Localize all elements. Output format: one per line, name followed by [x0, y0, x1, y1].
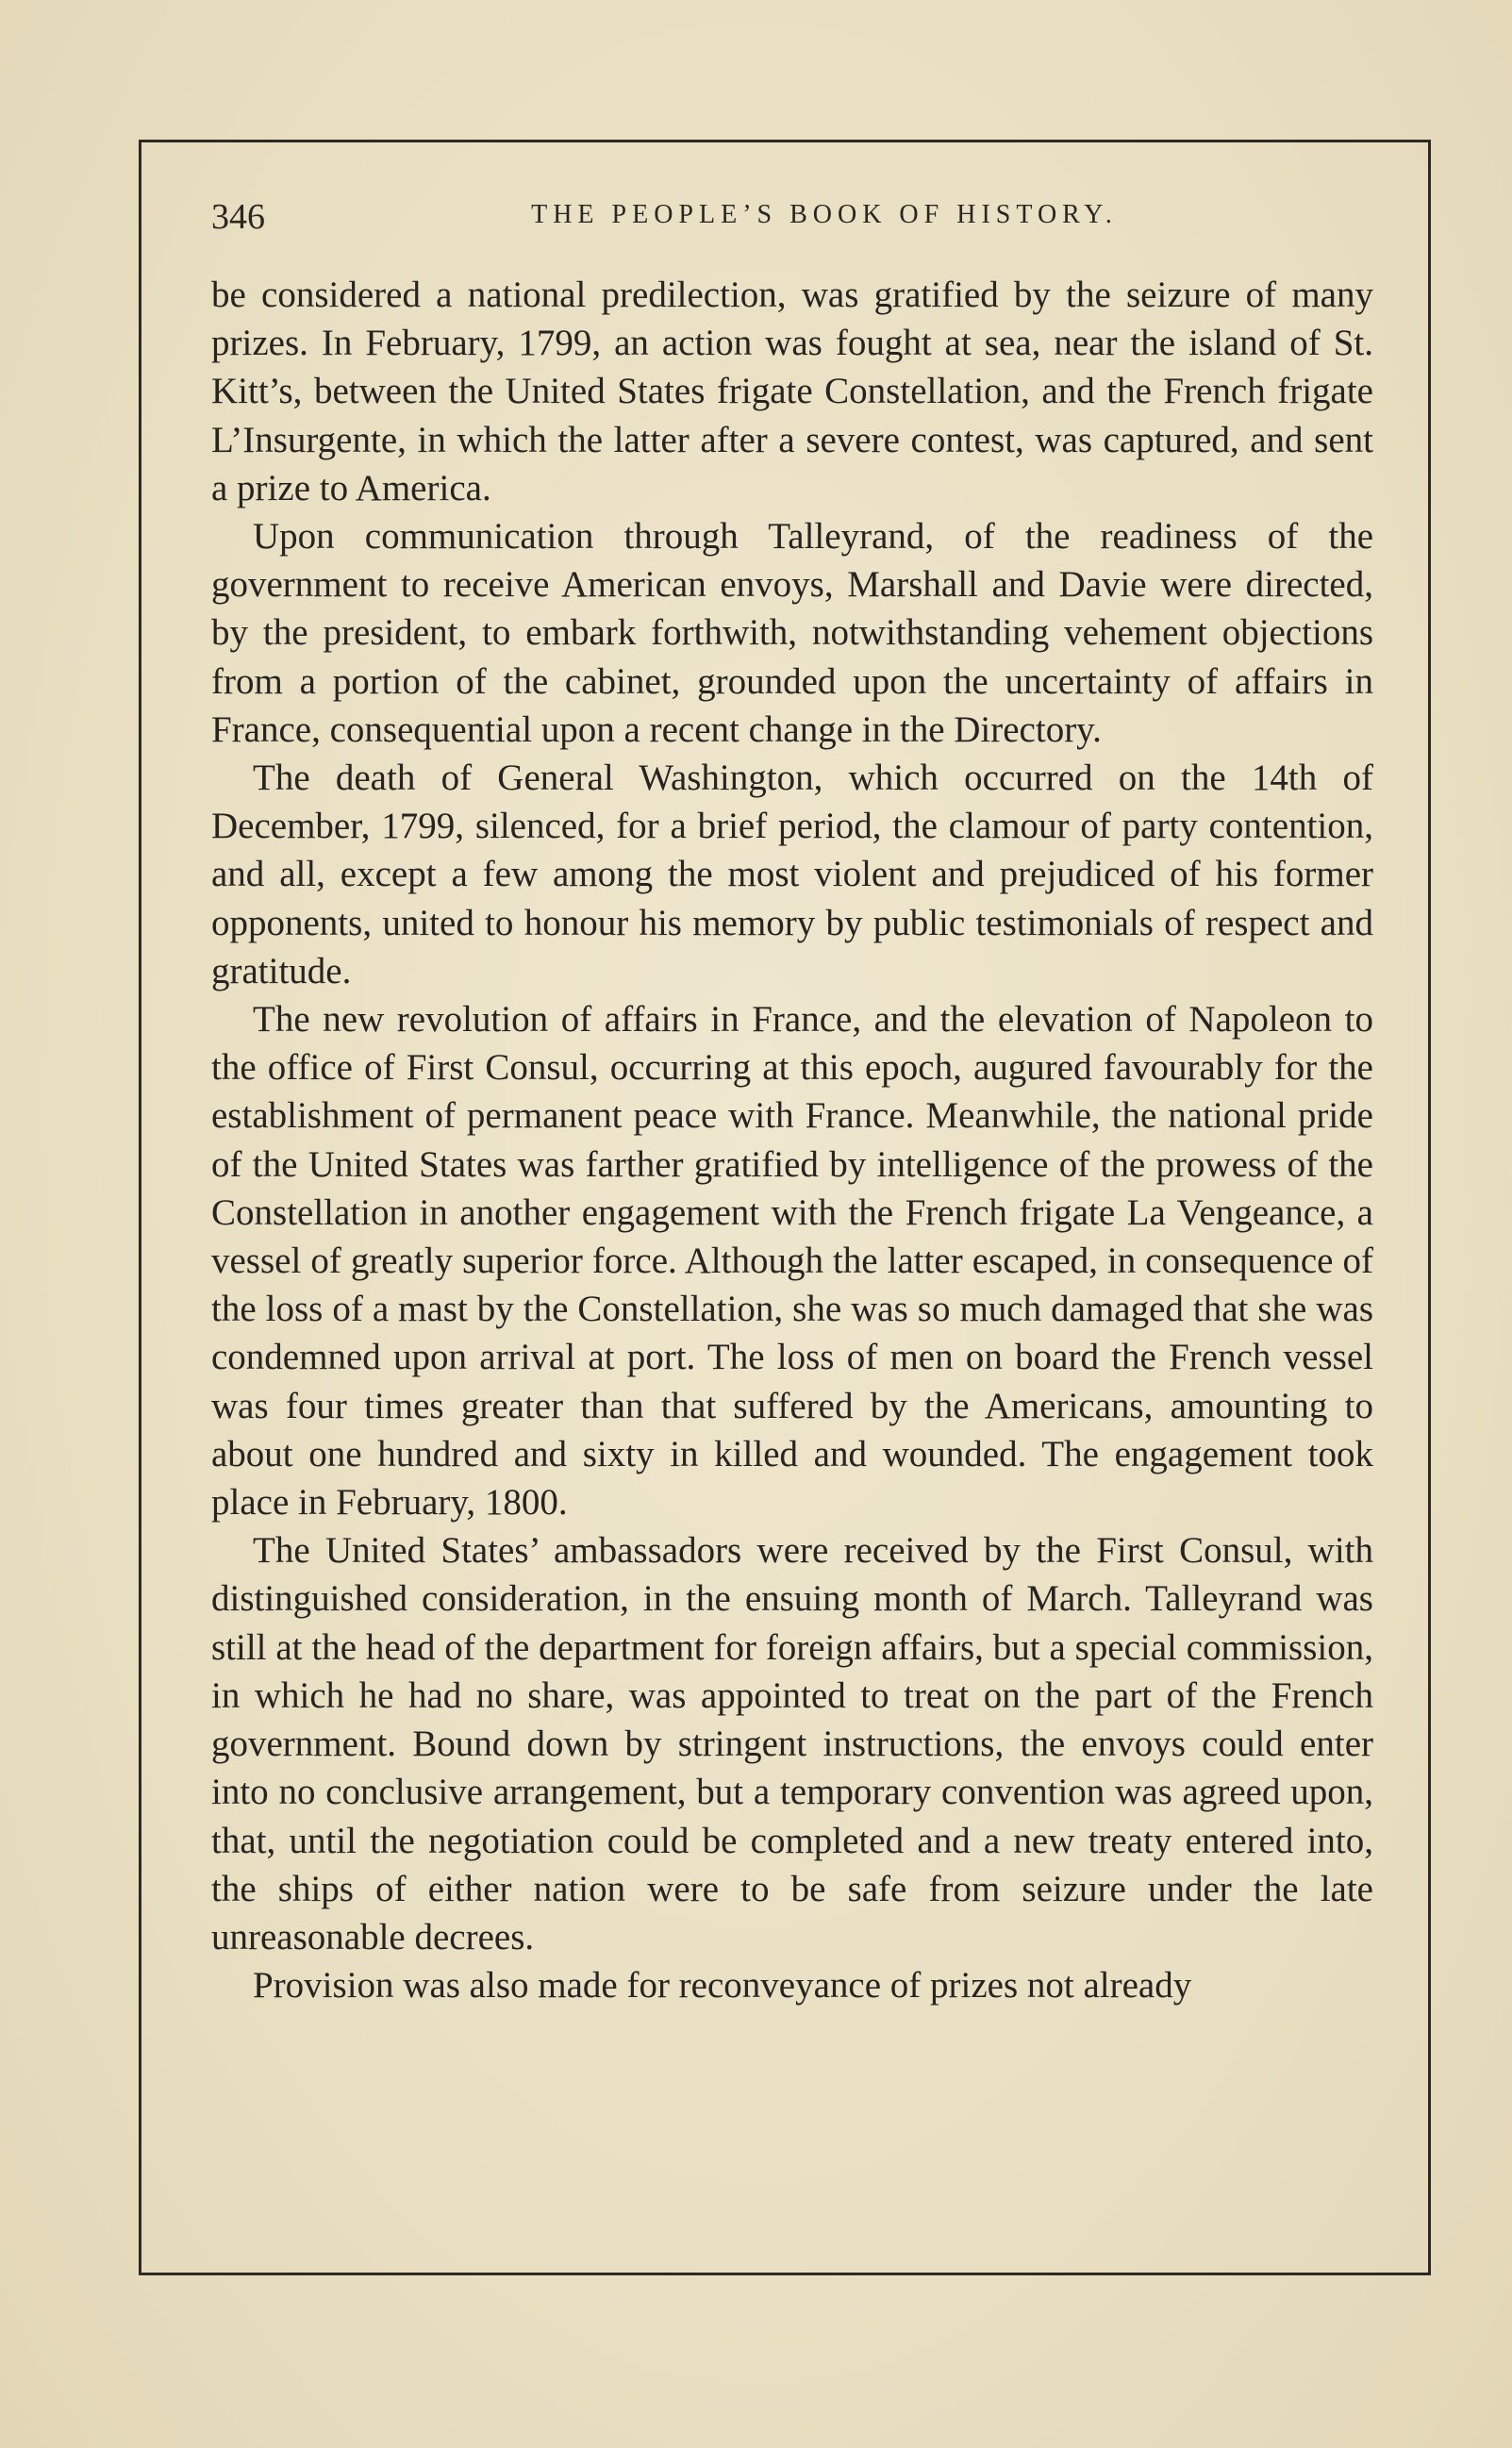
page-header — [211, 189, 1371, 245]
page-number: 346 — [211, 197, 265, 237]
paragraph: Provision was also made for reconveyance of prizes not already — [253, 1965, 1192, 2007]
running-head: THE PEOPLE’S BOOK OF HISTORY. — [531, 200, 1118, 229]
paragraph: The United States’ ambassadors were received by the First Consul, with distinguished consideration, in the ensuing month of March. Talleyrand was still at the head of the department for foreign affairs, but a special commission, in which he had no share, was appointed to treat on the part of the French government. Bound down by stringent instructions, the envoys could enter into no conclusive arrangement, but a temporary convention was agreed upon, that, until the negotiation could be completed and a new treaty entered into, the ships of either nation were to be safe from seizure under the late unreasonable decrees. — [211, 1530, 1373, 1957]
paragraph: The new revolution of affairs in France, and the elevation of Napoleon to the office of First Consul, occurring at this epoch, augured favourably for the establishment of permanent peace with France. Meanwhile, the national pride of the United States was farther gratified by intelligence of the prowess of the Constellation in another engagement with the French frigate La Vengeance, a vessel of greatly superior force. Although the latter escaped, in consequence of the loss of a mast by the Constellation, she was so much damaged that she was condemned upon arrival at port. The loss of men on board the French vessel was four times greater than that suffered by the Americans, amounting to about one hundred and sixty in killed and wounded. The engagement took place in February, 1800. — [211, 999, 1373, 1524]
paragraph: Upon communication through Talleyrand, of the readiness of the government to receive American envoys, Marshall and Davie were directed, by the president, to embark forthwith, notwithstanding vehement objections from a portion of the cabinet, grounded upon the uncertainty of affairs in France, consequential upon a recent change in the Directory. — [211, 516, 1373, 750]
paragraph: be considered a national predilection, was gratified by the seizure of many prizes. In February, 1799, an action was fought at sea, near the island of St. Kitt’s, between the United States frigate Constellation, and the French frigate L’Insurgente, in which the latter after a severe contest, was captured, and sent a prize to America. — [211, 275, 1373, 508]
paragraph: The death of General Washington, which occurred on the 14th of December, 1799, silenced, for a brief period, the clamour of party contention, and all, except a few among the most violent and prejudiced of his former opponents, united to honour his memory by public testimonials of respect and gratitude. — [211, 758, 1373, 991]
body-text — [211, 271, 1373, 2009]
